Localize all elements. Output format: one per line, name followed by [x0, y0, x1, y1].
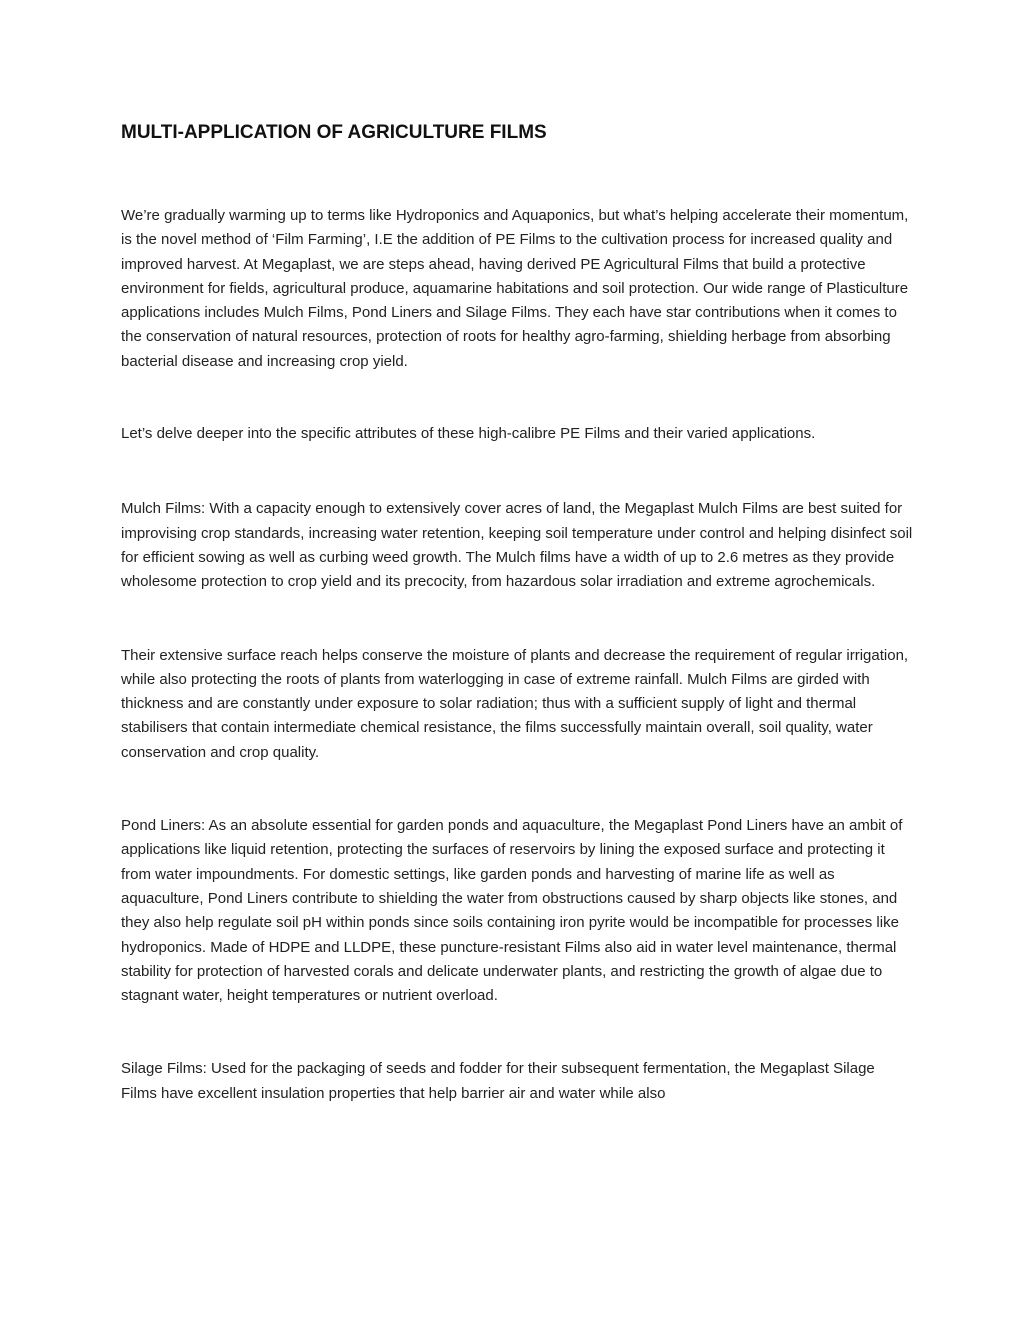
paragraph-mulch-films: Mulch Films: With a capacity enough to extensively cover acres of land, the Megaplast Mulch Films are best suited for improvising crop standards, increasing water retention, keeping soil temperature under control and helping disinfect soil for efficient sowing as well as curbing weed growth. The Mulch films have a width of up to 2.6 metres as they provide wholesome protection to crop yield and its precocity, from hazardous solar irradiation and extreme agrochemicals. — [121, 500, 913, 591]
document-title: MULTI-APPLICATION OF AGRICULTURE FILMS — [121, 122, 547, 143]
paragraph-surface-reach: Their extensive surface reach helps conserve the moisture of plants and decrease the requirement of regular irrigation, while also protecting the roots of plants from waterlogging in case of extreme rainfall. Mulch Films are girded with thickness and are constantly under exposure to solar radiation; thus with a sufficient supply of light and thermal stabilisers that contain intermediate chemical resistance, the films successfully maintain overall, soil quality, water conservation and crop quality. — [121, 646, 909, 761]
paragraph-intro: We’re gradually warming up to terms like Hydroponics and Aquaponics, but what’s helping accelerate their momentum, is the novel method of ‘Film Farming’, I.E the addition of PE Films to the cultivation process for increased quality and improved harvest. At Megaplast, we are steps ahead, having derived PE Agricultural Films that build a protective environment for fields, agricultural produce, aquamarine habitations and soil protection. Our wide range of Plasticulture applications includes Mulch Films, Pond Liners and Silage Films. They each have star contributions when it comes to the conservation of natural resources, protection of roots for healthy agro-farming, shielding herbage from absorbing bacterial disease and increasing crop yield. — [121, 207, 909, 370]
document-body — [121, 112, 913, 1106]
paragraph-pond-liners: Pond Liners: As an absolute essential for garden ponds and aquaculture, the Megaplast Pond Liners have an ambit of applications like liquid retention, protecting the surfaces of reservoirs by lining the exposed surface and protecting it from water impoundments. For domestic settings, like garden ponds and harvesting of marine life as well as aquaculture, Pond Liners contribute to shielding the water from obstructions caused by sharp objects like stones, and they also help regulate soil pH within ponds since soils containing iron pyrite would be incompatible for processes like hydroponics. Made of HDPE and LLDPE, these puncture-resistant Films also aid in water level maintenance, thermal stability for protection of harvested corals and delicate underwater plants, and restricting the growth of algae due to stagnant water, height temperatures or nutrient overload. — [121, 817, 903, 1005]
paragraph-silage-films: Silage Films: Used for the packaging of seeds and fodder for their subsequent fermentation, the Megaplast Silage Films have excellent insulation properties that help barrier air and water while also — [121, 1060, 875, 1102]
paragraph-delve-deeper: Let’s delve deeper into the specific attributes of these high-calibre PE Films and their varied applications. — [121, 425, 816, 443]
